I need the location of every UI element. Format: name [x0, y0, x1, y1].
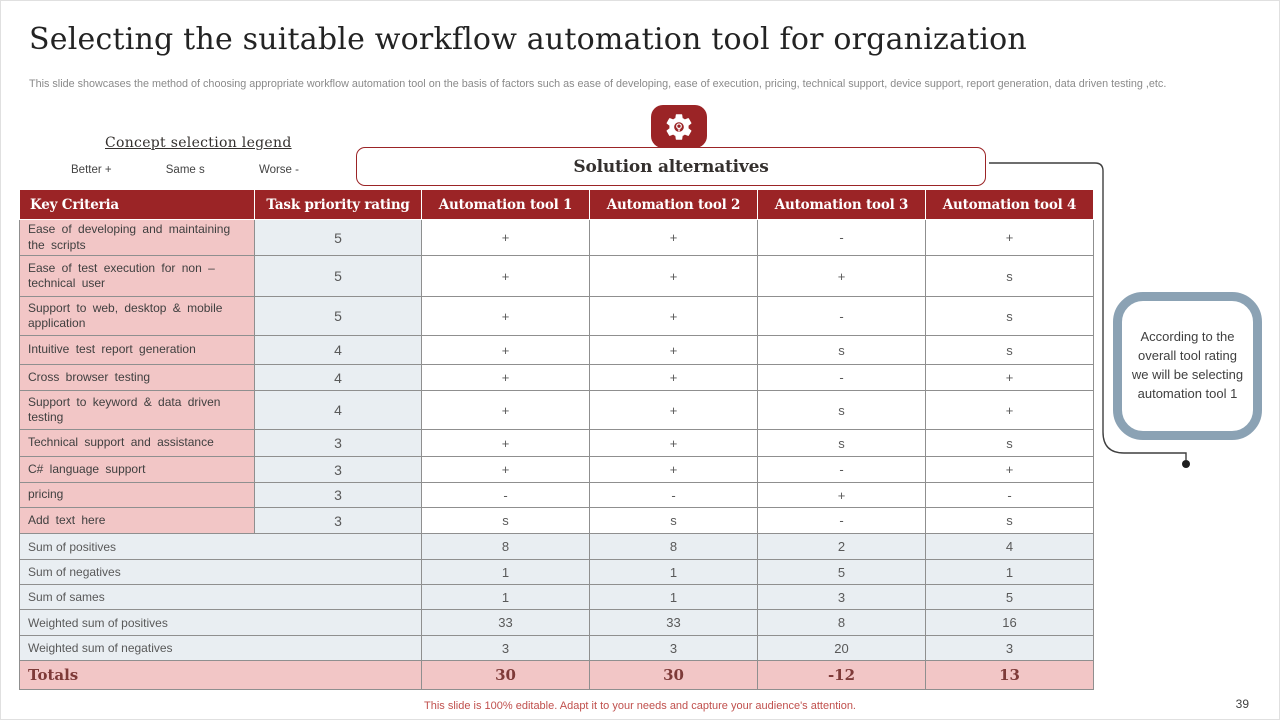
tool-value-cell: + [422, 256, 590, 297]
column-header: Automation tool 3 [758, 190, 926, 220]
summary-value-cell: 1 [422, 560, 590, 585]
totals-label: Totals [20, 661, 422, 690]
tool-value-cell: + [422, 297, 590, 336]
summary-value-cell: 1 [590, 585, 758, 610]
tool-value-cell: - [422, 483, 590, 508]
column-header: Key Criteria [20, 190, 255, 220]
tool-value-cell: - [758, 457, 926, 483]
tool-value-cell: - [758, 297, 926, 336]
rating-cell: 5 [255, 297, 422, 336]
summary-label: Sum of negatives [20, 560, 422, 585]
tool-value-cell: s [758, 430, 926, 457]
summary-label: Sum of sames [20, 585, 422, 610]
summary-value-cell: 16 [926, 610, 1094, 636]
gear-lightbulb-icon [662, 111, 696, 143]
tool-value-cell: + [926, 365, 1094, 391]
tool-value-cell: s [590, 508, 758, 534]
page-subtitle: This slide showcases the method of choosing appropriate workflow automation tool on the basis of factors such as ease of developing, ease of execution, pricing, technical support, device support, report generation, data driven testing ,etc. [29, 78, 1167, 90]
summary-label: Weighted sum of negatives [20, 636, 422, 661]
tool-value-cell: s [926, 508, 1094, 534]
totals-value-cell: 13 [926, 661, 1094, 690]
tool-value-cell: s [422, 508, 590, 534]
connector-endpoint-dot [1182, 460, 1190, 468]
summary-label: Weighted sum of positives [20, 610, 422, 636]
legend-item-worse: Worse - [258, 164, 299, 176]
page-number: 39 [1235, 697, 1249, 711]
legend-title: Concept selection legend [105, 135, 292, 151]
summary-value-cell: 3 [926, 636, 1094, 661]
criteria-cell: Technical support and assistance [20, 430, 255, 457]
criteria-cell: Support to keyword & data driven testing [20, 391, 255, 430]
summary-value-cell: 8 [422, 534, 590, 560]
column-header: Automation tool 1 [422, 190, 590, 220]
tool-value-cell: + [758, 483, 926, 508]
tool-value-cell: - [590, 483, 758, 508]
tool-value-cell: + [590, 220, 758, 256]
tool-value-cell: + [422, 391, 590, 430]
tool-value-cell: + [926, 220, 1094, 256]
criteria-cell: Ease of test execution for non – technical user [20, 256, 255, 297]
tool-value-cell: + [758, 256, 926, 297]
rating-cell: 4 [255, 336, 422, 365]
criteria-cell: Ease of developing and maintaining the scripts [20, 220, 255, 256]
tool-value-cell: s [926, 256, 1094, 297]
criteria-cell: Intuitive test report generation [20, 336, 255, 365]
criteria-cell: pricing [20, 483, 255, 508]
tool-value-cell: - [758, 220, 926, 256]
rating-cell: 4 [255, 365, 422, 391]
tool-value-cell: + [422, 457, 590, 483]
tool-value-cell: + [590, 297, 758, 336]
tool-value-cell: + [590, 457, 758, 483]
summary-value-cell: 3 [758, 585, 926, 610]
rating-cell: 3 [255, 483, 422, 508]
totals-value-cell: 30 [422, 661, 590, 690]
solution-alternatives-banner [356, 147, 986, 186]
tool-value-cell: - [926, 483, 1094, 508]
summary-value-cell: 5 [758, 560, 926, 585]
tool-value-cell: + [926, 391, 1094, 430]
tool-value-cell: + [422, 430, 590, 457]
criteria-cell: C# language support [20, 457, 255, 483]
rating-cell: 3 [255, 508, 422, 534]
footer-note: This slide is 100% editable. Adapt it to your needs and capture your audience's attention. [424, 700, 856, 712]
summary-value-cell: 1 [590, 560, 758, 585]
tool-value-cell: - [758, 365, 926, 391]
legend-item-better: Better + [71, 164, 112, 176]
summary-value-cell: 1 [926, 560, 1094, 585]
summary-value-cell: 1 [422, 585, 590, 610]
callout-text: According to the overall tool rating we will be selecting automation tool 1 [1131, 329, 1244, 401]
summary-value-cell: 33 [422, 610, 590, 636]
tool-value-cell: s [758, 391, 926, 430]
summary-value-cell: 2 [758, 534, 926, 560]
rating-cell: 4 [255, 391, 422, 430]
callout-connector-line [1, 1, 1280, 720]
summary-value-cell: 3 [590, 636, 758, 661]
legend-item-same: Same s [165, 164, 205, 176]
totals-value-cell: 30 [590, 661, 758, 690]
tool-value-cell: + [590, 256, 758, 297]
tool-value-cell: s [926, 297, 1094, 336]
tool-value-cell: + [590, 391, 758, 430]
rating-cell: 3 [255, 430, 422, 457]
summary-value-cell: 8 [758, 610, 926, 636]
summary-value-cell: 4 [926, 534, 1094, 560]
callout-note [1113, 292, 1262, 440]
criteria-cell: Add text here [20, 508, 255, 534]
tool-value-cell: s [926, 336, 1094, 365]
tool-value-cell: s [926, 430, 1094, 457]
tool-value-cell: - [758, 508, 926, 534]
rating-cell: 5 [255, 256, 422, 297]
tool-value-cell: + [590, 430, 758, 457]
summary-value-cell: 5 [926, 585, 1094, 610]
tool-value-cell: + [590, 365, 758, 391]
criteria-cell: Support to web, desktop & mobile application [20, 297, 255, 336]
tool-value-cell: + [422, 220, 590, 256]
summary-value-cell: 20 [758, 636, 926, 661]
summary-label: Sum of positives [20, 534, 422, 560]
tool-value-cell: s [758, 336, 926, 365]
criteria-cell: Cross browser testing [20, 365, 255, 391]
banner-label: Solution alternatives [573, 156, 769, 177]
summary-value-cell: 3 [422, 636, 590, 661]
column-header: Task priority rating [255, 190, 422, 220]
tool-value-cell: + [590, 336, 758, 365]
tool-value-cell: + [926, 457, 1094, 483]
tool-value-cell: + [422, 365, 590, 391]
summary-value-cell: 33 [590, 610, 758, 636]
solution-icon-badge [651, 105, 707, 148]
tool-value-cell: + [422, 336, 590, 365]
totals-value-cell: -12 [758, 661, 926, 690]
column-header: Automation tool 4 [926, 190, 1094, 220]
summary-value-cell: 8 [590, 534, 758, 560]
column-header: Automation tool 2 [590, 190, 758, 220]
rating-cell: 5 [255, 220, 422, 256]
rating-cell: 3 [255, 457, 422, 483]
page-title: Selecting the suitable workflow automation tool for organization [29, 22, 1027, 57]
